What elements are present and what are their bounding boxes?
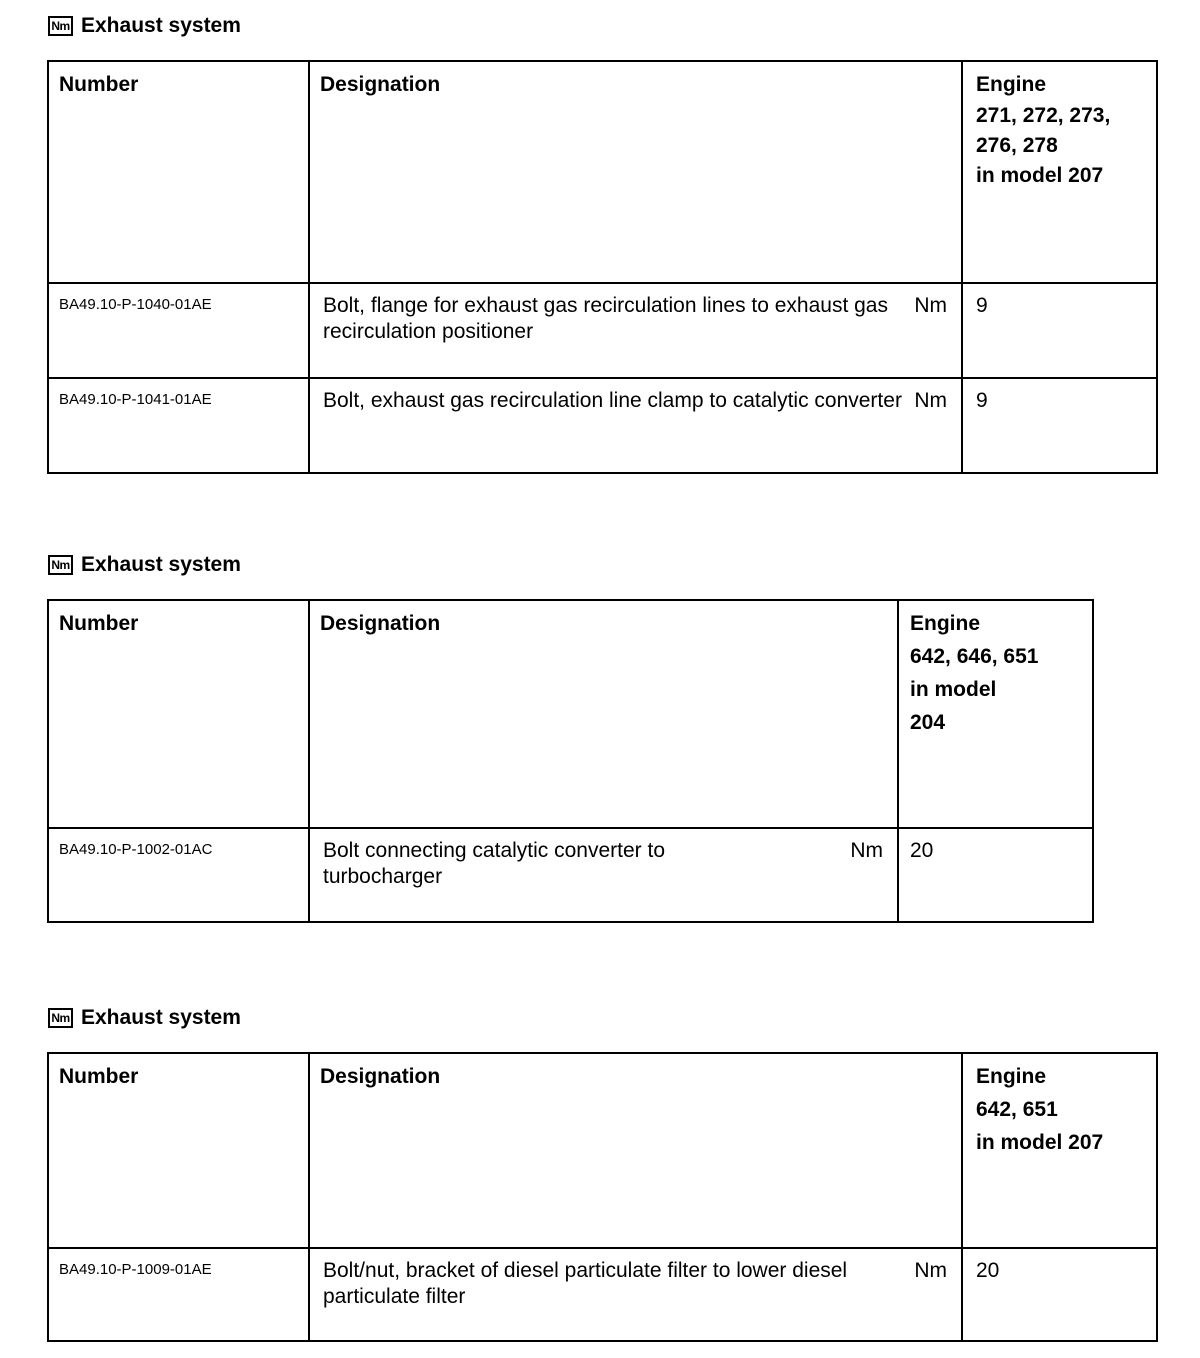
table-row xyxy=(48,828,1093,922)
header-number: Number xyxy=(48,600,309,828)
designation-cell xyxy=(309,1248,962,1341)
engine-line: 271, 272, 273, xyxy=(976,104,1111,127)
section-title: Exhaust system xyxy=(81,553,241,576)
torque-nm-icon: Nm xyxy=(48,1008,73,1028)
unit-label: Nm xyxy=(914,294,947,317)
header-designation: Designation xyxy=(309,1053,962,1248)
torque-value: 20 xyxy=(962,1248,1157,1341)
engine-line: in model 207 xyxy=(976,164,1104,187)
engine-line: 642, 646, 651 xyxy=(910,645,1039,668)
torque-nm-icon: Nm xyxy=(48,555,73,575)
engine-title: Engine xyxy=(976,73,1047,96)
engine-line: 276, 278 xyxy=(976,134,1058,157)
section-heading xyxy=(48,14,241,38)
part-number: BA49.10-P-1009-01AE xyxy=(48,1248,309,1341)
designation-cell xyxy=(309,283,962,378)
table-row xyxy=(48,1248,1157,1341)
header-number: Number xyxy=(48,1053,309,1248)
torque-nm-icon: Nm xyxy=(48,16,73,36)
table-row xyxy=(48,283,1157,378)
torque-table xyxy=(47,1052,1158,1342)
part-number: BA49.10-P-1002-01AC xyxy=(48,828,309,922)
torque-value: 9 xyxy=(962,283,1157,378)
section-title: Exhaust system xyxy=(81,1006,241,1029)
table-row xyxy=(48,378,1157,473)
unit-label: Nm xyxy=(914,1259,947,1282)
engine-title: Engine xyxy=(910,612,981,635)
torque-value: 20 xyxy=(898,828,1093,922)
unit-label: Nm xyxy=(850,839,883,862)
designation-text: Bolt connecting catalytic converter to turbocharger xyxy=(323,839,666,888)
torque-table xyxy=(47,599,1094,923)
header-engine xyxy=(898,600,1093,828)
designation-cell xyxy=(309,378,962,473)
designation-cell xyxy=(309,828,898,922)
designation-text: Bolt, flange for exhaust gas recirculation lines to exhaust gas recirculation positioner xyxy=(323,294,888,343)
part-number: BA49.10-P-1041-01AE xyxy=(48,378,309,473)
header-number: Number xyxy=(48,61,309,283)
engine-title: Engine xyxy=(976,1065,1047,1088)
torque-table xyxy=(47,60,1158,474)
header-engine xyxy=(962,1053,1157,1248)
engine-line: 204 xyxy=(910,711,946,734)
engine-line: in model 207 xyxy=(976,1131,1104,1154)
section-heading xyxy=(48,1006,241,1030)
section-title: Exhaust system xyxy=(81,14,241,37)
torque-value: 9 xyxy=(962,378,1157,473)
header-designation: Designation xyxy=(309,600,898,828)
unit-label: Nm xyxy=(914,389,947,412)
designation-text: Bolt/nut, bracket of diesel particulate filter to lower diesel particulate filter xyxy=(323,1259,848,1308)
header-engine xyxy=(962,61,1157,283)
engine-line: 642, 651 xyxy=(976,1098,1058,1121)
designation-text: Bolt, exhaust gas recirculation line clamp to catalytic converter xyxy=(323,389,902,412)
engine-line: in model xyxy=(910,678,997,701)
table-header-row xyxy=(48,61,1157,283)
part-number: BA49.10-P-1040-01AE xyxy=(48,283,309,378)
table-header-row xyxy=(48,1053,1157,1248)
section-heading xyxy=(48,553,241,577)
table-header-row xyxy=(48,600,1093,828)
header-designation: Designation xyxy=(309,61,962,283)
